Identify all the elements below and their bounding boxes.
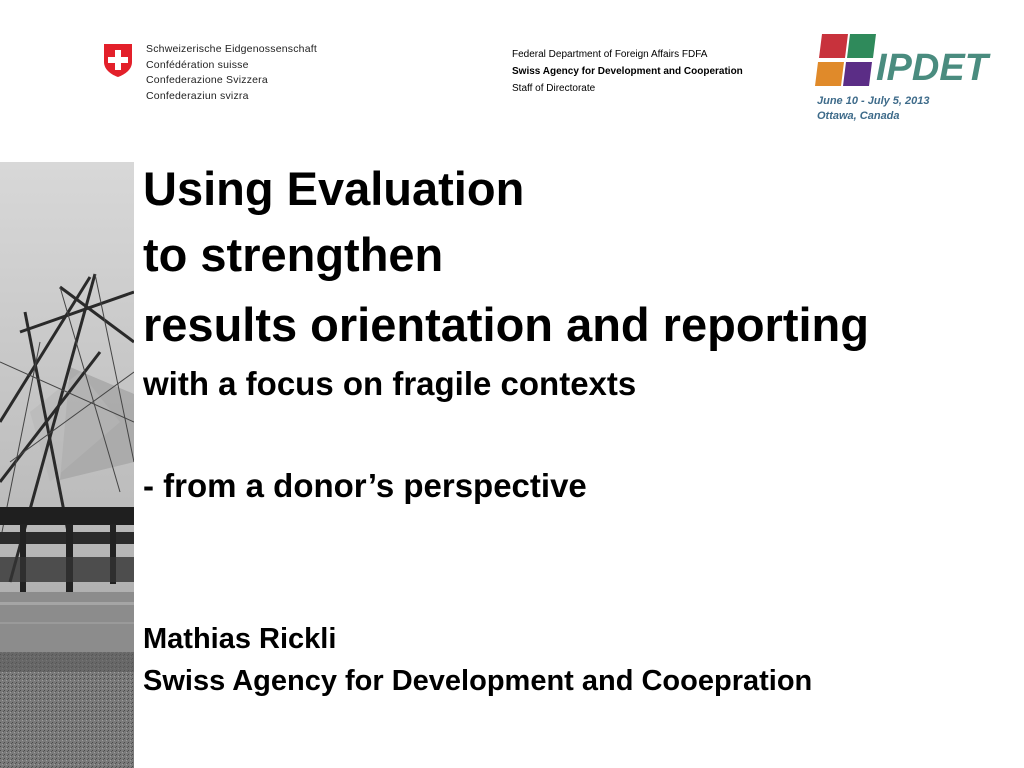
ipdet-squares-icon xyxy=(812,32,882,92)
directorate-name: Staff of Directorate xyxy=(512,83,596,94)
ipdet-info xyxy=(817,94,930,124)
fishing-nets-photo xyxy=(0,162,134,768)
presenter-block xyxy=(143,618,812,702)
swiss-flag-icon xyxy=(102,42,134,78)
presenter-name: Mathias Rickli xyxy=(143,623,337,655)
perspective-line: - from a donor’s perspective xyxy=(143,467,587,504)
swiss-confederation-logo xyxy=(102,42,342,106)
ipdet-location: Ottawa, Canada xyxy=(817,110,900,122)
confederation-name-it: Confederazione Svizzera xyxy=(146,74,268,86)
confederation-name-de: Schweizerische Eidgenossenschaft xyxy=(146,43,317,55)
title-line-2: to strengthen xyxy=(143,228,444,281)
confederation-names xyxy=(146,42,317,104)
department-name: Federal Department of Foreign Affairs FDFA xyxy=(512,49,708,60)
ipdet-wordmark: IPDET xyxy=(876,47,988,89)
ipdet-logo xyxy=(812,32,1012,127)
department-block xyxy=(512,46,743,97)
title-line-3: results orientation and reporting xyxy=(143,298,869,351)
confederation-name-rm: Confederaziun svizra xyxy=(146,89,249,102)
agency-name: Swiss Agency for Development and Cooperation xyxy=(512,66,743,77)
presentation-title xyxy=(143,158,869,506)
fishing-nets-image xyxy=(0,162,134,768)
confederation-name-fr: Confédération suisse xyxy=(146,58,249,71)
subtitle-line: with a focus on fragile contexts xyxy=(143,365,637,402)
ipdet-dates: June 10 - July 5, 2013 xyxy=(817,95,930,107)
presenter-organization: Swiss Agency for Development and Cooepration xyxy=(143,665,813,697)
title-line-1: Using Evaluation xyxy=(143,162,525,215)
